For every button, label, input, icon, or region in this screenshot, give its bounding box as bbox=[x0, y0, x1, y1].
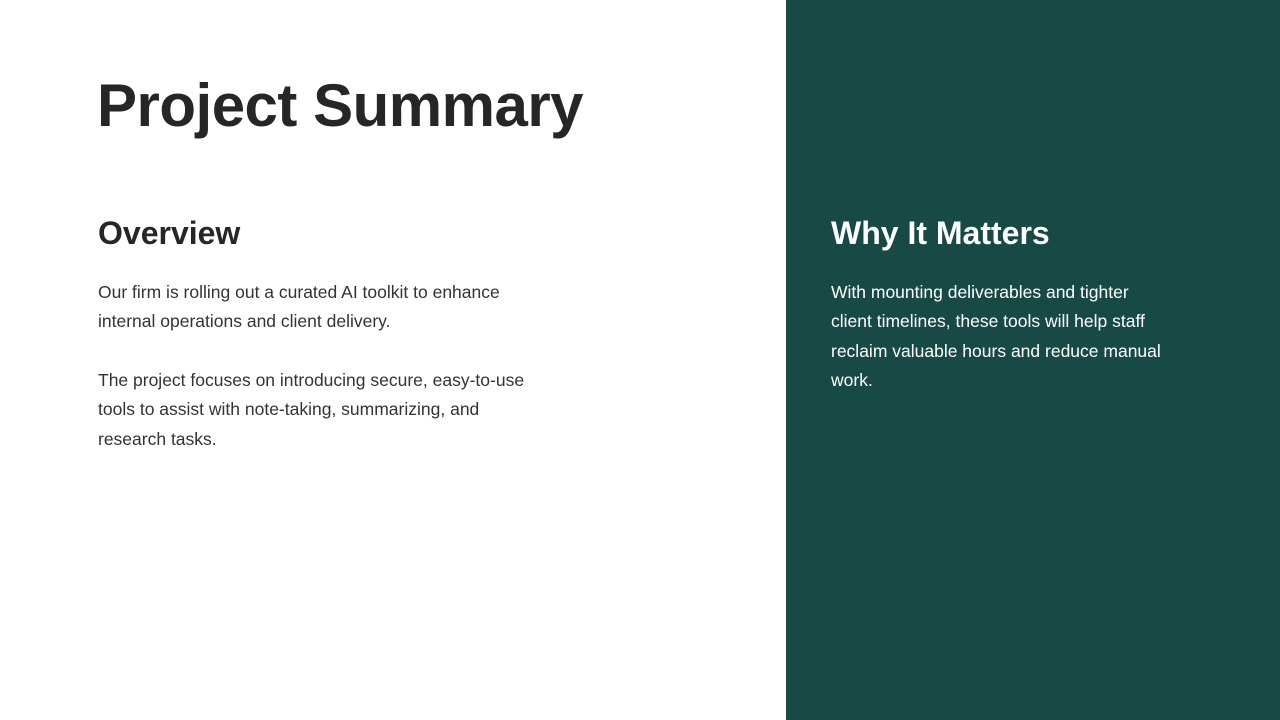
why-it-matters-panel bbox=[786, 0, 1280, 720]
overview-paragraph-2: The project focuses on introducing secure, easy-to-use tools to assist with note-taking, summarizing, and research tasks. bbox=[98, 370, 525, 449]
why-it-matters-body: With mounting deliverables and tighter client timelines, these tools will help staff reclaim valuable hours and reduce manual work. bbox=[831, 282, 1161, 390]
overview-heading: Overview bbox=[98, 215, 241, 251]
page-title: Project Summary bbox=[97, 72, 584, 139]
overview-paragraph-1: Our firm is rolling out a curated AI toolkit to enhance internal operations and client delivery. bbox=[98, 282, 500, 332]
why-it-matters-heading: Why It Matters bbox=[831, 215, 1050, 251]
